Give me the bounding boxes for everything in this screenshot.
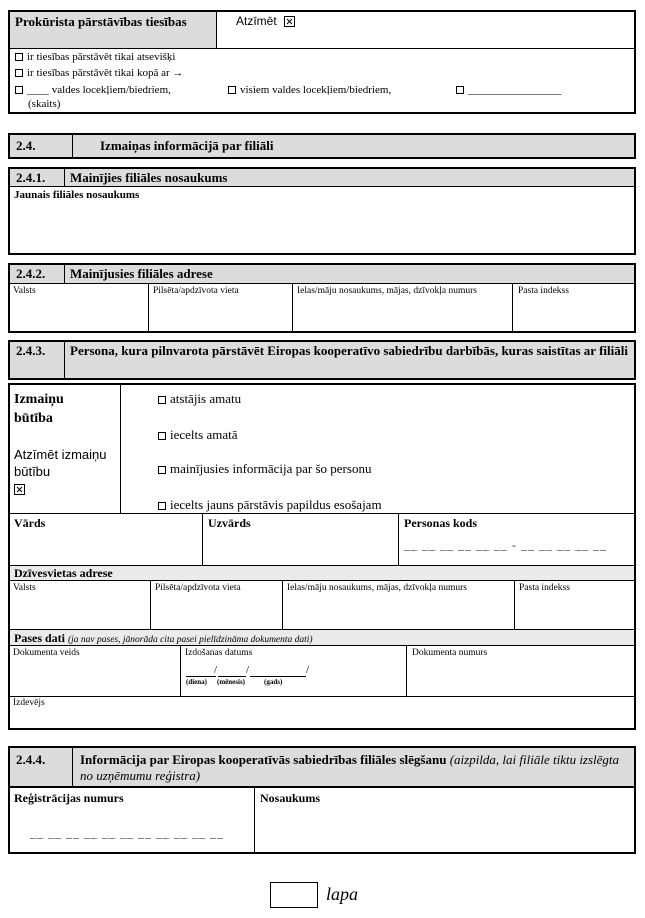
divider: [292, 284, 293, 331]
checkbox-icon[interactable]: [15, 69, 23, 77]
date-slash: /: [214, 664, 218, 676]
opt-separate[interactable]: [15, 51, 175, 63]
country-label: Valsts: [13, 286, 36, 296]
section-2-4-2-num: 2.4.2.: [16, 266, 46, 281]
addr-postcode-label: Pasta indekss: [519, 583, 570, 593]
divider: [64, 169, 65, 186]
section-2-4-3-num: 2.4.3.: [16, 343, 46, 358]
date-line: [218, 676, 246, 677]
option-appointed[interactable]: [158, 427, 238, 443]
mark-change-text: Atzīmēt izmaiņu būtību: [14, 447, 107, 479]
divider: [64, 265, 65, 283]
opt-other-line: _________________: [468, 84, 562, 96]
passport-note: (ja nav pases, jānorāda cita pasei pielīdzināma dokumenta dati): [68, 635, 313, 645]
first-name-label: Vārds: [14, 516, 46, 530]
option-label: iecelts jauns pārstāvis papildus esošajam: [170, 497, 382, 512]
surname-label: Uzvārds: [208, 516, 251, 530]
doc-number-label: Dokumenta numurs: [412, 648, 488, 658]
section-2-4-num: 2.4.: [16, 138, 36, 153]
checkbox-icon[interactable]: [158, 502, 166, 510]
checkbox-icon[interactable]: [158, 466, 166, 474]
opt-together[interactable]: [15, 67, 183, 79]
opt-other[interactable]: [456, 84, 562, 96]
date-slash: /: [306, 664, 310, 676]
divider: [148, 284, 149, 331]
option-info-changed[interactable]: [158, 461, 371, 477]
checkbox-icon[interactable]: [456, 86, 464, 94]
section-2-4-4-title: [80, 752, 630, 784]
divider: [10, 513, 634, 514]
divider: [10, 696, 634, 697]
opt-all-board-label: visiem valdes locekļiem/biedriem,: [240, 84, 392, 96]
section-2-4-title: Izmaiņas informācijā par filiāli: [100, 138, 274, 153]
city-label: Pilsēta/apdzīvota vieta: [153, 286, 239, 296]
divider: [64, 342, 65, 378]
checkbox-icon[interactable]: [228, 86, 236, 94]
new-branch-name-field[interactable]: [10, 204, 634, 253]
opt-board-members[interactable]: [15, 84, 171, 96]
divider: [72, 135, 73, 157]
divider: [398, 513, 399, 565]
option-new-representative[interactable]: [158, 497, 382, 513]
opt-board-members-label: ____ valdes locekļiem/biedriem,: [27, 84, 171, 96]
issuer-label: Izdevējs: [13, 698, 45, 708]
checked-box-icon: [14, 484, 25, 495]
opt-all-board[interactable]: [228, 84, 391, 96]
mark-change: [14, 446, 118, 497]
addr-city-label: Pilsēta/apdzīvota vieta: [155, 583, 241, 593]
checked-box-icon: [284, 16, 295, 27]
count-label: (skaits): [28, 98, 61, 110]
passport-title: Pases dati: [14, 631, 65, 645]
divider: [514, 581, 515, 629]
reg-number-label: Reģistrācijas numurs: [14, 791, 124, 805]
checkbox-icon[interactable]: [15, 53, 23, 61]
branch-name-field[interactable]: [256, 806, 634, 852]
option-left-position[interactable]: [158, 391, 241, 407]
opt-separate-label: ir tiesības pārstāvēt tikai atsevišķi: [27, 51, 176, 63]
checkbox-icon[interactable]: [158, 396, 166, 404]
doc-type-label: Dokumenta veids: [13, 648, 80, 658]
mark-label: [236, 14, 295, 28]
addr-street-label: Ielas/māju nosaukums, mājas, dzīvokļa numurs: [287, 583, 467, 593]
date-month-label: (mēnesis): [217, 678, 245, 686]
option-label: iecelts amatā: [170, 427, 238, 442]
section-2-4-4-note: (aizpilda, lai filiāle tiktu izslēgta no uzņēmumu reģistra): [80, 752, 620, 783]
addr-country-label: Valsts: [13, 583, 36, 593]
section-2-4-1-title: Mainījies filiāles nosaukums: [70, 170, 228, 185]
issue-date-field[interactable]: [186, 664, 316, 690]
postcode-label: Pasta indekss: [518, 286, 569, 296]
section-2-4-1-num: 2.4.1.: [16, 170, 46, 185]
divider: [120, 385, 121, 513]
personal-code-label: Personas kods: [404, 516, 478, 530]
prokurist-title: Prokūrista pārstāvības tiesības: [15, 14, 187, 29]
divider: [180, 646, 181, 696]
page-label: lapa: [326, 884, 359, 904]
divider: [512, 284, 513, 331]
option-label: mainījusies informācija par šo personu: [170, 461, 372, 476]
divider: [10, 48, 634, 49]
section-2-4-4-title-text: Informācija par Eiropas kooperatīvās sabiedrības filiāles slēgšanu: [80, 752, 447, 767]
date-day-label: (diena): [186, 678, 207, 686]
issue-date-label: Izdošanas datums: [185, 648, 253, 658]
divider: [406, 646, 407, 696]
passport-label: [14, 631, 313, 646]
date-slash: /: [246, 664, 250, 676]
date-line: [186, 676, 216, 677]
opt-together-label: ir tiesības pārstāvēt tikai kopā ar →: [27, 67, 184, 79]
branch-name-label: Nosaukums: [260, 791, 321, 805]
change-title: Izmaiņu būtība: [14, 392, 64, 426]
date-year-label: (gads): [264, 678, 283, 686]
section-2-4-2-title: Mainījusies filiāles adrese: [70, 266, 213, 281]
date-line: [250, 676, 306, 677]
checkbox-icon[interactable]: [158, 432, 166, 440]
reg-number-field[interactable]: __ __ __ __ __ __ __ __ __ __ __: [30, 826, 224, 840]
divider: [72, 748, 73, 786]
address-label: Dzīvesvietas adrese: [14, 566, 113, 580]
divider: [150, 581, 151, 629]
personal-code-field[interactable]: __ __ __ __ __ __ - __ __ __ __ __: [404, 538, 607, 552]
checkbox-icon[interactable]: [15, 86, 23, 94]
divider: [202, 513, 203, 565]
page-number-box[interactable]: [270, 882, 318, 908]
section-2-4-4-num: 2.4.4.: [16, 752, 46, 767]
street-label: Ielas/māju nosaukums, mājas, dzīvokļa numurs: [297, 286, 477, 296]
section-2-4-3-body: [8, 383, 636, 730]
new-branch-name-label: Jaunais filiāles nosaukums: [14, 189, 140, 201]
option-label: atstājis amatu: [170, 391, 242, 406]
divider: [282, 581, 283, 629]
section-2-4-3-title: Persona, kura pilnvarota pārstāvēt Eiropas kooperatīvo sabiedrību darbībās, kuras saistītas ar filiāli: [70, 343, 628, 358]
mark-label-text: Atzīmēt: [236, 14, 277, 28]
divider: [254, 788, 255, 852]
